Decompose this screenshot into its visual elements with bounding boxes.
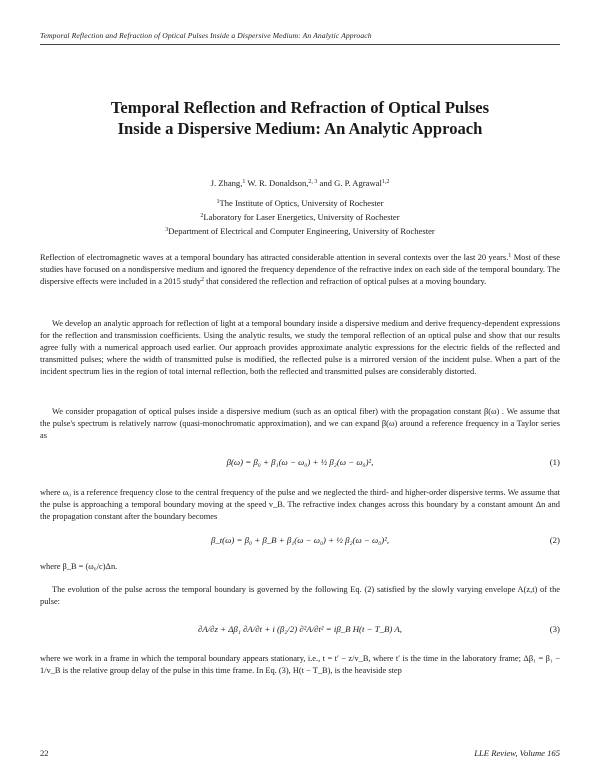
reference-2: 2 — [201, 277, 205, 284]
paragraph-4: where ω₀ is a reference frequency close to the central frequency of the pulse and we neglected the third- and higher-order dispersive terms. We assume that the pulse is approaching a temporal boundary moving at the speed v_B. The refractive index changes across this boundary by a constant amount Δn and the propagation constant after the boundary becomes — [40, 488, 560, 522]
affiliation-3-text: Department of Electrical and Computer Engineering, University of Rochester — [168, 226, 435, 236]
p1-text-b: Most of these studies have focused on a nondispersive medium and ignored the frequency dependence of the refractive index on each side of the temporal boundary. The dispersive effects were included in a 2015 study — [40, 253, 561, 287]
equation-3-number: (3) — [549, 624, 560, 634]
author-3: and G. P. Agrawal — [317, 178, 382, 188]
page-number: 22 — [40, 748, 49, 758]
author-1: J. Zhang, — [210, 178, 243, 188]
affiliation-1 — [40, 198, 560, 208]
affiliation-1-sup: 1 — [216, 199, 220, 205]
affiliation-3-sup: 3 — [165, 227, 169, 233]
equation-2 — [40, 530, 560, 552]
p1-text-c: that considered the reflection and refraction of optical pulses at a moving boundary. — [204, 277, 487, 287]
author-2: W. R. Donaldson, — [245, 178, 309, 188]
equation-1 — [40, 452, 560, 474]
header-rule — [40, 44, 560, 45]
journal-footer: LLE Review, Volume 165 — [474, 748, 560, 758]
paragraph-5: where β_B = (ω₀/c)Δn. — [40, 562, 118, 571]
reference-1: 1 — [508, 253, 512, 259]
equation-1-number: (1) — [549, 457, 560, 467]
affiliation-2-text: Laboratory for Laser Energetics, University of Rochester — [203, 212, 400, 222]
paragraph-3: We consider propagation of optical pulses inside a dispersive medium (such as an optical fiber) with the propagation constant β(ω) . We assume that the pulse's spectrum is relatively narrow (quasi-monochromatic approximation), and we can expand β(ω) around a reference frequency in a Taylor series as — [40, 407, 560, 441]
equation-3 — [40, 619, 560, 641]
affiliation-2-sup: 2 — [200, 213, 204, 219]
affiliation-3 — [40, 226, 560, 236]
paragraph-6: The evolution of the pulse across the temporal boundary is governed by the following Eq. (2) satisfied by the slowly varying envelope A(z,t) of the pulse: — [40, 585, 560, 607]
article-title — [40, 97, 560, 139]
author-1-sup: 1 — [242, 179, 246, 185]
affiliation-2 — [40, 212, 560, 222]
paragraph-2: We develop an analytic approach for reflection of light at a temporal boundary inside a dispersive medium and derive frequency-dependent expressions for the reflection and transmission coefficients. Using the analytic results, we study the temporal reflection of an optical pulse and show that our results agree fully with a numerical approach used earlier. Our approach provides approximate analytic expressions for the electric fields of the reflected and transmitted pulses; where the width of transmitted pulse is modified, the reflected pulse is a mirrored version of the incident pulse. When a part of the incident spectrum lies in the region of total internal reflection, both the reflected and transmitted pulses are considerably distorted. — [40, 319, 560, 377]
title-line-2: Inside a Dispersive Medium: An Analytic Approach — [117, 119, 483, 138]
equation-1-math: β(ω) = β₀ + β₁(ω − ω₀) + ½ β₂(ω − ω₀)², — [226, 457, 374, 467]
paragraph-1 — [40, 252, 560, 288]
equation-2-number: (2) — [549, 535, 560, 545]
title-line-1: Temporal Reflection and Refraction of Optical Pulses — [110, 98, 490, 117]
running-head: Temporal Reflection and Refraction of Optical Pulses Inside a Dispersive Medium: An Analytic Approach — [40, 31, 372, 40]
paragraph-7: where we work in a frame in which the temporal boundary appears stationary, i.e., t = t′ − z/v_B, where t′ is the time in the laboratory frame; Δβ₁ = β₁ − 1/v_B is the relative group delay of the pulse in this time frame. In Eq. (3), H(t − T_B), is the heaviside step — [40, 654, 560, 676]
p1-text-a: Reflection of electromagnetic waves at a temporal boundary has attracted considerable attention in several contexts over the last 20 years. — [40, 253, 509, 262]
equation-2-math: β_t(ω) = β₀ + β_B + β₁(ω − ω₀) + ½ β₂(ω − ω₀)², — [210, 535, 390, 545]
author-2-sup: 2, 3 — [308, 179, 318, 185]
affiliation-1-text: The Institute of Optics, University of Rochester — [219, 198, 384, 208]
author-3-sup: 1,2 — [381, 179, 390, 185]
equation-3-math: ∂A/∂z + Δβ₁ ∂A/∂t + i (β₂/2) ∂²A/∂t² = iβ_B H(t − T_B) A, — [198, 624, 402, 634]
author-list — [40, 178, 560, 188]
